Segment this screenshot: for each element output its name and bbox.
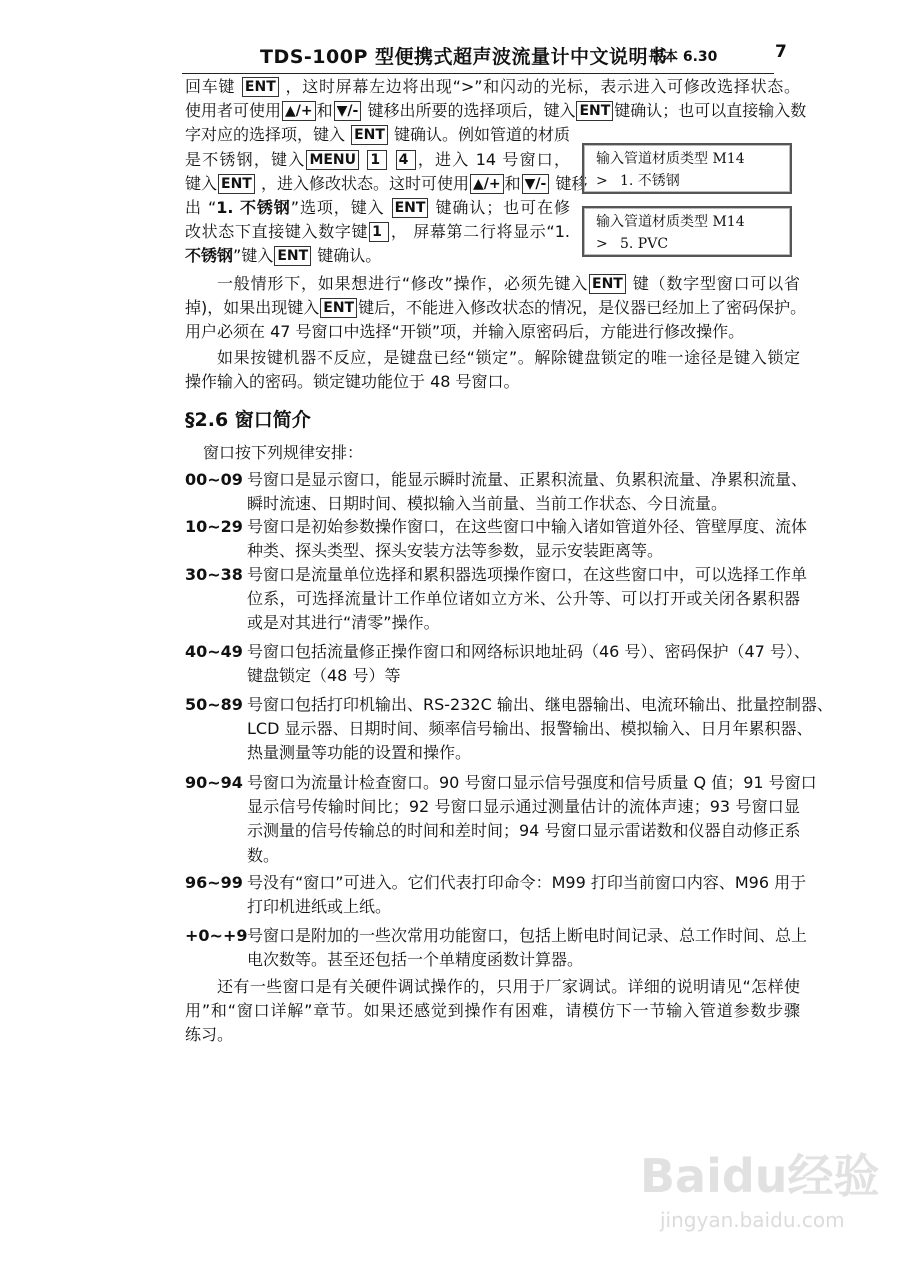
lcd-display-1 xyxy=(582,143,792,194)
text-line: 打印机进纸或上纸。 xyxy=(247,897,392,917)
key-ENT-icon: ENT xyxy=(351,125,388,145)
text-line xyxy=(185,999,800,1023)
text: 键确认；也可在修 xyxy=(429,198,570,218)
window-range-item xyxy=(185,871,807,919)
bold-text: 不锈钢 xyxy=(185,246,234,266)
paragraph-lock xyxy=(185,346,800,394)
text: ， 屏幕第二行将显示“1. xyxy=(390,222,570,242)
lcd-line-2: 1. 不锈钢 xyxy=(620,173,680,189)
text-line: 号窗口是附加的一些次常用功能窗口，包括上断电时间记录、总工作时间、总上 xyxy=(247,926,808,945)
key-ENT-icon: ENT xyxy=(589,274,626,294)
text-line: 号窗口包括流量修正操作窗口和网络标识地址码（46 号）、密码保护（47 号）、 xyxy=(247,642,810,661)
page-number: 7 xyxy=(775,42,787,62)
text-line: 号没有“窗口”可进入。它们代表打印命令：M99 打印当前窗口内容、M96 用于 xyxy=(247,873,807,892)
key--icon: ▲/+ xyxy=(282,101,316,121)
version-label: 版本 6.30 xyxy=(650,49,718,65)
text: ”选项，键入 xyxy=(290,198,391,218)
text: 和 xyxy=(316,101,333,121)
text: 是不锈钢，键入 xyxy=(185,149,306,169)
window-range-item xyxy=(185,924,808,972)
text: 键移 xyxy=(550,173,588,193)
text: 使用者可使用 xyxy=(185,101,282,121)
text: ，这时屏幕左边将出现“>”和闪动的光标，表示进入可修改选择状态。 xyxy=(279,77,800,96)
text: 一般情形下，如果想进行“修改”操作，必须先键入 xyxy=(217,274,589,293)
window-range-label: 10~29 xyxy=(185,517,243,536)
lcd-line-1: 输入管道材质类型 M14 xyxy=(596,214,745,230)
text-line: 位系，可选择流量计工作单位诸如立方米、公升等、可以打开或关闭各累积器 xyxy=(247,589,800,609)
key--icon: ▼/- xyxy=(522,174,550,194)
text-line xyxy=(185,975,800,999)
text-line xyxy=(185,220,570,244)
text-line: LCD 显示器、日期时间、频率信号输出、报警输出、模拟输入、日月年累积器、 xyxy=(247,719,813,739)
key-1-icon: 1 xyxy=(367,150,387,170)
paragraph-modify xyxy=(185,272,807,345)
text-line: 键盘锁定（48 号）等 xyxy=(247,666,401,686)
text: 操作输入的密码。锁定键功能位于 48 号窗口。 xyxy=(185,372,520,392)
text: 字对应的选择项，键入 xyxy=(185,125,351,145)
key-ENT-icon: ENT xyxy=(242,77,279,97)
text-line xyxy=(185,99,807,123)
key-ENT-icon: ENT xyxy=(274,246,311,266)
key-1-icon: 1 xyxy=(369,222,389,242)
text: 键入 xyxy=(185,173,218,193)
key-ENT-icon: ENT xyxy=(392,198,429,218)
text: 如果按键机器不反应，是键盘已经“锁定”。解除键盘锁定的唯一途径是键入锁定 xyxy=(217,348,800,367)
text-line xyxy=(185,272,800,296)
key--icon: ▼/- xyxy=(334,101,362,121)
text-line xyxy=(185,196,570,220)
text: 练习。 xyxy=(185,1025,234,1045)
text-line xyxy=(185,346,800,370)
document-title: TDS-100P 型便携式超声波流量计中文说明书 xyxy=(260,46,668,68)
text: 键确认。 xyxy=(312,246,382,266)
bold-text: 1. 不锈钢 xyxy=(216,198,291,218)
window-range-item xyxy=(185,563,808,636)
text-line: 号窗口是流量单位选择和累积器选项操作窗口，在这些窗口中，可以选择工作单 xyxy=(247,565,808,584)
window-range-item xyxy=(185,693,833,766)
lcd-line-1: 输入管道材质类型 M14 xyxy=(596,151,745,167)
window-range-label: 96~99 xyxy=(185,873,243,892)
text-line: 瞬时流速、日期时间、模拟输入当前量、当前工作状态、今日流量。 xyxy=(247,494,728,514)
watermark-url: jingyan.baidu.com xyxy=(660,1208,845,1232)
text-line: 种类、探头类型、探头安装方法等参数，显示安装距离等。 xyxy=(247,541,664,561)
key-ENT-icon: ENT xyxy=(320,298,357,318)
text-line xyxy=(185,296,807,320)
window-range-label: 50~89 xyxy=(185,695,243,714)
text-line xyxy=(185,172,588,196)
header-rule xyxy=(182,73,774,74)
baidu-watermark xyxy=(640,1130,880,1240)
key-4-icon: 4 xyxy=(396,150,416,170)
window-range-label: +0~+9 xyxy=(185,926,248,945)
lcd-cursor: > xyxy=(596,173,608,189)
section-heading: §2.6 窗口简介 xyxy=(185,409,311,431)
text-line: 数。 xyxy=(247,845,280,865)
text: 和 xyxy=(504,173,521,193)
window-range-item xyxy=(185,640,810,688)
window-range-item xyxy=(185,468,808,516)
key--icon: ▲/+ xyxy=(470,174,504,194)
text: ”键入 xyxy=(233,246,274,266)
text: 掉)，如果出现键入 xyxy=(185,298,320,318)
window-range-item xyxy=(185,515,808,563)
text-line: 电次数等。甚至还包括一个单精度函数计算器。 xyxy=(247,950,584,970)
watermark-logo: Baidu经验 xyxy=(640,1149,880,1203)
window-range-label: 30~38 xyxy=(185,565,243,584)
text: 用户必须在 47 号窗口中选择“开锁”项，并输入原密码后，方能进行修改操作。 xyxy=(185,322,745,342)
text-line xyxy=(185,1023,800,1047)
text: 键确认。例如管道的材质 xyxy=(388,125,571,145)
window-range-item xyxy=(185,771,817,868)
text-line xyxy=(185,148,570,172)
text: 改状态下直接键入数字键 xyxy=(185,222,369,242)
text-line xyxy=(185,244,570,268)
text: 还有一些窗口是有关硬件调试操作的，只用于厂家调试。详细的说明请见“怎样使 xyxy=(217,977,800,996)
key-ENT-icon: ENT xyxy=(218,174,255,194)
text-line: 显示信号传输时间比；92 号窗口显示通过测量估计的流体声速；93 号窗口显 xyxy=(247,797,800,817)
window-range-label: 40~49 xyxy=(185,642,243,661)
window-range-label: 90~94 xyxy=(185,773,243,792)
text: 键后，不能进入修改状态的情况，是仪器已经加上了密码保护。 xyxy=(358,298,807,318)
text: 出 “ xyxy=(185,198,217,218)
text-line: 热量测量等功能的设置和操作。 xyxy=(247,743,472,763)
text-line xyxy=(185,370,800,394)
text: 回车键 xyxy=(185,77,241,96)
text xyxy=(360,150,366,169)
key-MENU-icon: MENU xyxy=(306,150,359,170)
text-line: 示测量的信号传输总的时间和差时间；94 号窗口显示雷诺数和仪器自动修正系 xyxy=(247,821,801,841)
text-line xyxy=(185,320,800,344)
section-intro: 窗口按下列规律安排： xyxy=(203,443,364,462)
paragraph-closing xyxy=(185,975,800,1048)
text: ，进入 14 号窗口， xyxy=(416,149,570,169)
key-ENT-icon: ENT xyxy=(576,101,613,121)
text xyxy=(388,150,394,169)
text-line: 号窗口是显示窗口，能显示瞬时流量、正累积流量、负累积流量、净累积流量、 xyxy=(247,470,808,489)
lcd-line-2: 5. PVC xyxy=(620,236,669,252)
text: 用”和“窗口详解”章节。如果还感觉到操作有困难，请模仿下一节输入管道参数步骤 xyxy=(185,1001,800,1021)
text: 键移出所要的选择项后，键入 xyxy=(362,101,576,121)
text-line: 号窗口包括打印机输出、RS-232C 输出、继电器输出、电流环输出、批量控制器、 xyxy=(247,695,833,714)
text-line: 号窗口为流量计检查窗口。90 号窗口显示信号强度和信号质量 Q 值；91 号窗口 xyxy=(247,773,817,792)
text: ，进入修改状态。这时可使用 xyxy=(255,173,469,193)
text: 键确认；也可以直接输入数 xyxy=(614,101,807,121)
text-line: 号窗口是初始参数操作窗口，在这些窗口中输入诸如管道外径、管壁厚度、流体 xyxy=(247,517,808,536)
window-range-label: 00~09 xyxy=(185,470,243,489)
lcd-cursor: > xyxy=(596,236,608,252)
text-line xyxy=(185,123,570,147)
lcd-display-2 xyxy=(582,206,792,257)
text: 键（数字型窗口可以省 xyxy=(626,274,800,293)
text-line: 或是对其进行“清零”操作。 xyxy=(247,613,440,633)
text-line xyxy=(185,75,800,99)
page-header xyxy=(185,42,825,68)
